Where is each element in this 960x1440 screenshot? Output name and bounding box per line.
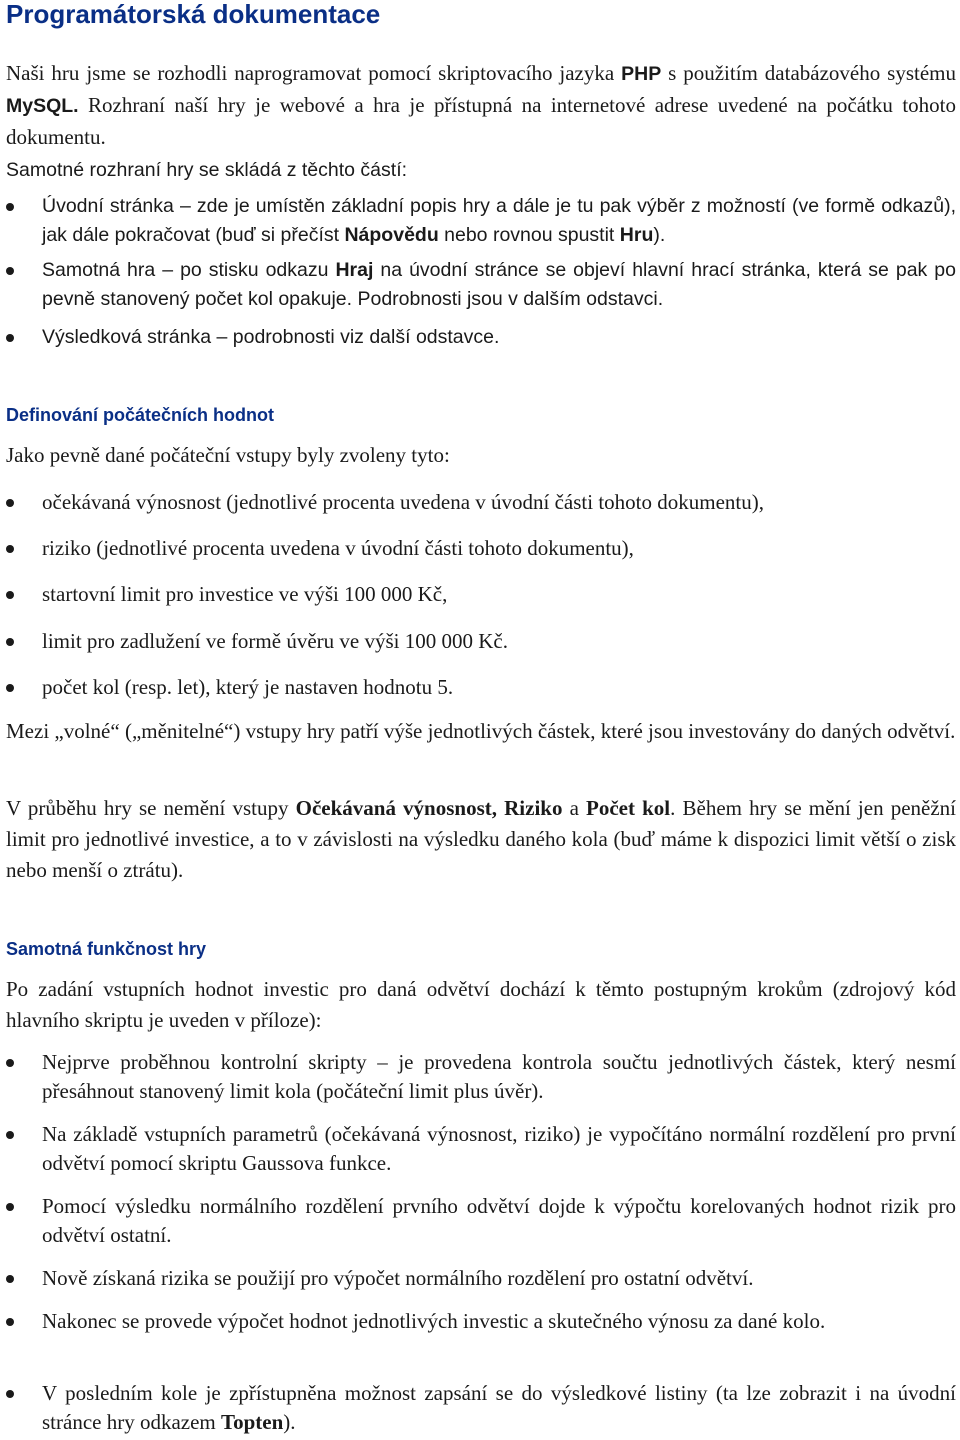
list-item-text: Nakonec se provede výpočet hodnot jednotlivých investic a skutečného výnosu za dané kolo. — [42, 1309, 826, 1333]
napoveda-label: Nápovědu — [344, 224, 439, 246]
list-item-text: limit pro zadlužení ve formě úvěru ve výši 100 000 Kč. — [42, 629, 508, 653]
bullet-icon — [6, 1390, 14, 1398]
rounds-bold: Počet kol — [586, 796, 671, 820]
intro-php: PHP — [621, 63, 662, 85]
bullet-icon — [6, 1203, 14, 1211]
bullet-icon — [6, 499, 14, 507]
bullet-icon — [6, 1318, 14, 1326]
free-inputs-paragraph: Mezi „volné“ („měnitelné“) vstupy hry patří výše jednotlivých částek, které jsou investovány do daných odvětví. — [6, 719, 956, 743]
list-item-text: očekávaná výnosnost (jednotlivé procenta uvedena v úvodní části tohoto dokumentu), — [42, 490, 764, 514]
hru-label: Hru — [619, 224, 654, 246]
list-item-text: Úvodní stránka – zde je umístěn základní popis hry a dále je tu pak výběr z možností (ve formě odkazů), jak dále pokračovat (buď si přečíst Nápovědu nebo rovnou spustit Hru). — [42, 195, 956, 246]
bullet-icon — [6, 545, 14, 553]
list-item-text: Výsledková stránka – podrobnosti viz další odstavce. — [42, 326, 500, 348]
bullet-icon — [6, 203, 14, 211]
bullet-icon — [6, 684, 14, 692]
list-item-text: startovní limit pro investice ve výši 100 000 Kč, — [42, 582, 448, 606]
bullet-icon — [6, 1131, 14, 1139]
bullet-icon — [6, 591, 14, 599]
bullet-icon — [6, 267, 14, 275]
section-heading: Samotná funkčnost hry — [6, 939, 207, 959]
section-lead: Jako pevně dané počáteční vstupy byly zvoleny tyto: — [6, 443, 450, 467]
constant-inputs-bold: Očekávaná výnosnost, Riziko — [295, 796, 563, 820]
section-lead: Po zadání vstupních hodnot investic pro daná odvětví dochází k těmto postupným krokům (zdrojový kód hlavního skriptu je uveden v příloze): — [6, 977, 956, 1032]
hraj-label: Hraj — [335, 259, 374, 281]
intro-parts-lead: Samotné rozhraní hry se skládá z těchto částí: — [6, 159, 408, 181]
list-item-text: V posledním kole je zpřístupněna možnost zapsání se do výsledkové listiny (ta lze zobrazit i na úvodní stránce hry odkazem Topten). — [42, 1381, 956, 1434]
intro-text: Rozhraní naší hry je webové a hra je přístupná na internetové adrese uvedené na počátku tohoto dokumentu. — [6, 93, 956, 149]
constant-inputs-paragraph: V průběhu hry se nemění vstupy Očekávaná výnosnost, Riziko a Počet kol. Během hry se mění jen peněžní limit pro jednotlivé investice, a to v závislosti na výsledku daného kola (buď máme k dispozici limit větší o zisk nebo menší o ztrátu). — [6, 796, 956, 882]
list-item-text: počet kol (resp. let), který je nastaven hodnotu 5. — [42, 675, 454, 699]
bullet-icon — [6, 638, 14, 646]
bullet-icon — [6, 334, 14, 342]
list-item-text: riziko (jednotlivé procenta uvedena v úvodní části tohoto dokumentu), — [42, 536, 634, 560]
intro-mysql: MySQL. — [6, 95, 79, 117]
list-item-text: Nejprve proběhnou kontrolní skripty – je provedena kontrola součtu jednotlivých částek, který nesmí přesáhnout stanovený limit kola (počáteční limit plus úvěr). — [42, 1050, 956, 1103]
list-item-text: Nově získaná rizika se použijí pro výpočet normálního rozdělení pro ostatní odvětví. — [42, 1266, 754, 1290]
intro-paragraph — [6, 58, 956, 153]
section-heading: Definování počátečních hodnot — [6, 405, 275, 425]
list-item-text: Samotná hra – po stisku odkazu Hraj na úvodní stránce se objeví hlavní hrací stránka, která se pak po pevně stanovený počet kol opakuje. Podrobnosti jsou v dalším odstavci. — [42, 259, 956, 310]
bullet-icon — [6, 1059, 14, 1067]
page-title: Programátorská dokumentace — [6, 0, 381, 29]
topten-label: Topten — [221, 1410, 284, 1434]
bullet-icon — [6, 1275, 14, 1283]
list-item-text: Pomocí výsledku normálního rozdělení prvního odvětví dojde k výpočtu korelovaných hodnot rizik pro odvětví ostatní. — [42, 1194, 956, 1247]
list-item-text: Na základě vstupních parametrů (očekávaná výnosnost, riziko) je vypočítáno normální rozdělení pro první odvětví pomocí skriptu Gaussova funkce. — [42, 1122, 956, 1175]
intro-text: s použitím databázového systému — [661, 61, 956, 85]
intro-text: Naši hru jsme se rozhodli naprogramovat pomocí skriptovacího jazyka — [6, 61, 622, 85]
